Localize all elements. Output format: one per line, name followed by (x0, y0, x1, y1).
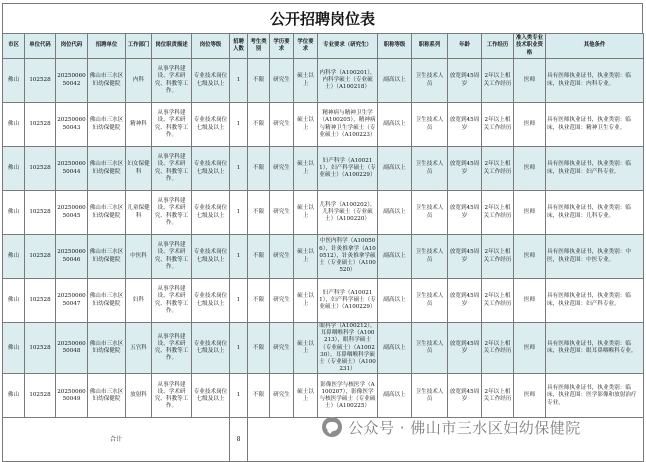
table-header (3, 34, 644, 59)
column-header: 职称系列 (412, 34, 448, 59)
cell-qualification: 医师 (514, 323, 546, 374)
cell-title-series: 卫生技术人员 (412, 59, 448, 103)
cell-level: 专业技术岗位七级及以上 (192, 191, 230, 235)
watermark-text: 公众号 · 佛山市三水区妇幼保健院 (348, 418, 581, 437)
watermark (322, 415, 632, 439)
cell-degree: 硕士以上 (294, 103, 318, 147)
cell-count: 1 (230, 59, 248, 103)
cell-unit: 佛山市三水区妇幼保健院 (88, 374, 126, 418)
column-header: 学历要求 (270, 34, 294, 59)
cell-experience: 2年以上相关工作经历 (482, 279, 514, 323)
cell-major: 眼科学（A100212），耳鼻咽喉科学（A100213），眼科学硕士（专业硕士）（A100230），耳鼻咽喉科学硕士（专业硕士）（A100231） (319, 323, 376, 373)
cell-other: 具有医师执业证书，执业类别：临床，执业范围：医学影像和放射治疗专业。 (546, 374, 644, 418)
cell-education: 研究生 (270, 59, 294, 103)
cell-candidate: 不限 (248, 374, 270, 418)
cell-other: 具有医师执业证书，执业类别：临床，执业范围：内科专业。 (546, 59, 644, 103)
cell-title-series: 卫生技术人员 (412, 235, 448, 279)
cell-dept: 精神科 (126, 103, 152, 147)
cell-other: 具有医师执业证书，执业类别：临床，执业范围：眼耳鼻咽喉科专业。 (546, 323, 644, 374)
cell-age: 放宽到45周岁 (448, 279, 482, 323)
cell-qualification: 医师 (514, 279, 546, 323)
cell-unit-code: 102528 (25, 323, 56, 374)
cell-unit-code: 102528 (25, 147, 56, 191)
cell-candidate: 不限 (248, 147, 270, 191)
cell-education: 研究生 (270, 323, 294, 374)
cell-city: 佛山 (3, 103, 25, 147)
cell-degree: 硕士以上 (294, 235, 318, 279)
cell-education: 研究生 (270, 147, 294, 191)
cell-age: 放宽到45周岁 (448, 323, 482, 374)
cell-education: 研究生 (270, 235, 294, 279)
cell-education: 研究生 (270, 191, 294, 235)
recruitment-sheet (2, 3, 643, 462)
cell-dept: 妇女保健科 (126, 147, 152, 191)
cell-education: 研究生 (270, 374, 294, 418)
column-header: 岗位代码 (56, 34, 88, 59)
cell-post-code: 2025006050048 (56, 323, 88, 374)
cell-experience: 2年以上相关工作经历 (482, 374, 514, 418)
cell-count: 1 (230, 279, 248, 323)
cell-count: 1 (230, 147, 248, 191)
cell-unit-code: 102528 (25, 374, 56, 418)
cell-duty: 从事学科建设、学术研究、科教等工作。 (152, 103, 192, 147)
cell-title-level: 副高以上 (378, 374, 412, 418)
cell-other: 具有医师执业证书，执业类别：临床，执业范围：精神卫生专业。 (546, 103, 644, 147)
table-row (3, 147, 644, 191)
cell-level: 专业技术岗位七级及以上 (192, 147, 230, 191)
cell-title-level: 副高以上 (378, 59, 412, 103)
cell-candidate: 不限 (248, 191, 270, 235)
cell-qualification: 医师 (514, 235, 546, 279)
cell-count: 1 (230, 235, 248, 279)
cell-candidate: 不限 (248, 323, 270, 374)
cell-degree: 硕士以上 (294, 59, 318, 103)
cell-age: 放宽到45周岁 (448, 374, 482, 418)
cell-title-series: 卫生技术人员 (412, 279, 448, 323)
column-header: 考生类别 (248, 34, 270, 59)
cell-degree: 硕士以上 (294, 147, 318, 191)
cell-unit: 佛山市三水区妇幼保健院 (88, 147, 126, 191)
cell-age: 放宽到45周岁 (448, 235, 482, 279)
cell-level: 专业技术岗位七级及以上 (192, 374, 230, 418)
cell-title-level: 副高以上 (378, 235, 412, 279)
table-row (3, 235, 644, 279)
cell-major: 妇产科学（A100211），妇产科学硕士（专业硕士）（A100229） (318, 279, 378, 323)
table-row (3, 59, 644, 103)
cell-title-level: 副高以上 (378, 279, 412, 323)
cell-city: 佛山 (3, 374, 25, 418)
cell-dept: 妇科 (126, 279, 152, 323)
cell-post-code: 2025006050044 (56, 147, 88, 191)
cell-other: 具有医师执业证书，执业类别：临床，执业范围：儿科专业。 (546, 191, 644, 235)
column-header: 工作部门 (126, 34, 152, 59)
column-header: 学位要求 (294, 34, 318, 59)
cell-unit: 佛山市三水区妇幼保健院 (88, 103, 126, 147)
cell-education: 研究生 (270, 103, 294, 147)
cell-unit-code: 102528 (25, 235, 56, 279)
cell-major: 中医内科学（A100506），针灸推拿学（A100512），针灸推拿学硕士（专业硕士）（A100520） (318, 235, 378, 279)
cell-duty: 从事学科建设、学术研究、科教等工作。 (152, 323, 192, 374)
cell-dept: 五官科 (126, 323, 152, 374)
cell-experience: 2年以上相关工作经历 (482, 235, 514, 279)
cell-level: 专业技术岗位七级及以上 (192, 323, 230, 374)
cell-degree: 硕士以上 (294, 323, 318, 374)
positions-table (2, 33, 644, 462)
column-header: 岗位职责描述 (152, 34, 192, 59)
cell-count: 1 (230, 374, 248, 418)
cell-title-level: 副高以上 (378, 323, 412, 374)
cell-city: 佛山 (3, 235, 25, 279)
column-header: 准入类专业技术职业资格 (514, 34, 546, 59)
cell-unit-code: 102528 (25, 279, 56, 323)
total-count: 8 (230, 418, 248, 462)
column-header: 其他条件 (546, 34, 644, 59)
cell-duty: 从事学科建设、学术研究、科教等工作。 (152, 235, 192, 279)
cell-experience: 2年以上相关工作经历 (482, 103, 514, 147)
table-row (3, 103, 644, 147)
cell-city: 佛山 (3, 147, 25, 191)
cell-degree: 硕士以上 (294, 279, 318, 323)
cell-title-series: 卫生技术人员 (412, 374, 448, 418)
cell-dept: 内科 (126, 59, 152, 103)
column-header: 招聘人数 (230, 34, 248, 59)
cell-other: 具有医师执业证书，执业类别：中医，执业范围：中医专业。 (546, 235, 644, 279)
cell-dept: 儿童保健科 (126, 191, 152, 235)
cell-city: 佛山 (3, 323, 25, 374)
cell-title-series: 卫生技术人员 (412, 147, 448, 191)
column-header: 市区 (3, 34, 25, 59)
cell-duty: 从事学科建设、学术研究、科教等工作。 (152, 279, 192, 323)
cell-major: 儿科学（A100202），儿科学硕士（专业硕士）（A100220） (318, 191, 378, 235)
cell-unit-code: 102528 (25, 59, 56, 103)
table-row (3, 279, 644, 323)
cell-level: 专业技术岗位七级及以上 (192, 59, 230, 103)
cell-experience: 2年以上相关工作经历 (482, 147, 514, 191)
cell-experience: 2年以上相关工作经历 (482, 59, 514, 103)
cell-dept: 中医科 (126, 235, 152, 279)
cell-unit: 佛山市三水区妇幼保健院 (88, 191, 126, 235)
column-header: 年龄 (448, 34, 482, 59)
page-title: 公开招聘岗位表 (2, 3, 643, 33)
cell-qualification: 医师 (514, 59, 546, 103)
cell-unit: 佛山市三水区妇幼保健院 (88, 59, 126, 103)
cell-unit-code: 102528 (25, 103, 56, 147)
cell-post-code: 2025006050047 (56, 279, 88, 323)
column-header: 招聘单位 (88, 34, 126, 59)
cell-duty: 从事学科建设、学术研究、科教等工作。 (152, 191, 192, 235)
cell-city: 佛山 (3, 279, 25, 323)
cell-unit: 佛山市三水区妇幼保健院 (88, 279, 126, 323)
cell-candidate: 不限 (248, 279, 270, 323)
table-row (3, 374, 644, 418)
cell-degree: 硕士以上 (294, 374, 318, 418)
cell-post-code: 2025006050042 (56, 59, 88, 103)
cell-qualification: 医师 (514, 374, 546, 418)
wechat-icon (322, 417, 342, 437)
cell-age: 放宽到45周岁 (448, 147, 482, 191)
column-header: 岗位等级 (192, 34, 230, 59)
cell-level: 专业技术岗位七级及以上 (192, 235, 230, 279)
cell-degree: 硕士以上 (294, 191, 318, 235)
cell-experience: 2年以上相关工作经历 (482, 323, 514, 374)
column-header: 单位代码 (25, 34, 56, 59)
cell-experience: 2年以上相关工作经历 (482, 191, 514, 235)
cell-title-series: 卫生技术人员 (412, 323, 448, 374)
cell-age: 放宽到45周岁 (448, 103, 482, 147)
cell-post-code: 2025006050045 (56, 191, 88, 235)
cell-candidate: 不限 (248, 235, 270, 279)
cell-level: 专业技术岗位七级及以上 (192, 103, 230, 147)
column-header: 职称等级 (378, 34, 412, 59)
cell-unit: 佛山市三水区妇幼保健院 (88, 323, 126, 374)
cell-candidate: 不限 (248, 59, 270, 103)
cell-title-level: 副高以上 (378, 191, 412, 235)
cell-duty: 从事学科建设、学术研究、科教等工作。 (152, 147, 192, 191)
cell-post-code: 2025006050049 (56, 374, 88, 418)
cell-major: 精神病与精神卫生学（A100205），精神病与精神卫生学硕士（专业硕士）（A100223） (318, 103, 378, 147)
cell-duty: 从事学科建设、学术研究、科教等工作。 (152, 59, 192, 103)
cell-city: 佛山 (3, 191, 25, 235)
cell-post-code: 2025006050043 (56, 103, 88, 147)
column-header: 专业要求（研究生） (318, 34, 378, 59)
cell-major: 妇产科学（A100211），妇产科学硕士（专业硕士）（A100229） (318, 147, 378, 191)
total-label: 合计 (3, 418, 230, 462)
cell-candidate: 不限 (248, 103, 270, 147)
cell-major: 影像医学与核医学（A100207），影像医学与核医学硕士（专业硕士）（A100225） (318, 374, 378, 418)
cell-count: 1 (230, 191, 248, 235)
cell-title-level: 副高以上 (378, 147, 412, 191)
cell-age: 放宽到45周岁 (448, 59, 482, 103)
cell-age: 放宽到45周岁 (448, 191, 482, 235)
cell-title-level: 副高以上 (378, 103, 412, 147)
cell-major: 内科学（A100201），内科学硕士（专业硕士）（A100218） (318, 59, 378, 103)
cell-level: 专业技术岗位七级及以上 (192, 279, 230, 323)
table-row (3, 191, 644, 235)
column-header: 工作经历 (482, 34, 514, 59)
cell-dept: 放射科 (126, 374, 152, 418)
cell-qualification: 医师 (514, 191, 546, 235)
cell-unit: 佛山市三水区妇幼保健院 (88, 235, 126, 279)
table-row (3, 323, 644, 374)
cell-count: 1 (230, 323, 248, 374)
cell-qualification: 医师 (514, 147, 546, 191)
cell-city: 佛山 (3, 59, 25, 103)
cell-qualification: 医师 (514, 103, 546, 147)
cell-unit-code: 102528 (25, 191, 56, 235)
cell-other: 具有医师执业证书，执业类别：临床，执业范围：妇产科专业。 (546, 279, 644, 323)
cell-duty: 从事学科建设、学术研究、科教等工作。 (152, 374, 192, 418)
cell-title-series: 卫生技术人员 (412, 191, 448, 235)
cell-education: 研究生 (270, 279, 294, 323)
cell-title-series: 卫生技术人员 (412, 103, 448, 147)
cell-count: 1 (230, 103, 248, 147)
cell-post-code: 2025006050046 (56, 235, 88, 279)
cell-other: 具有医师执业证书，执业类别：临床，执业范围：妇产科专业。 (546, 147, 644, 191)
